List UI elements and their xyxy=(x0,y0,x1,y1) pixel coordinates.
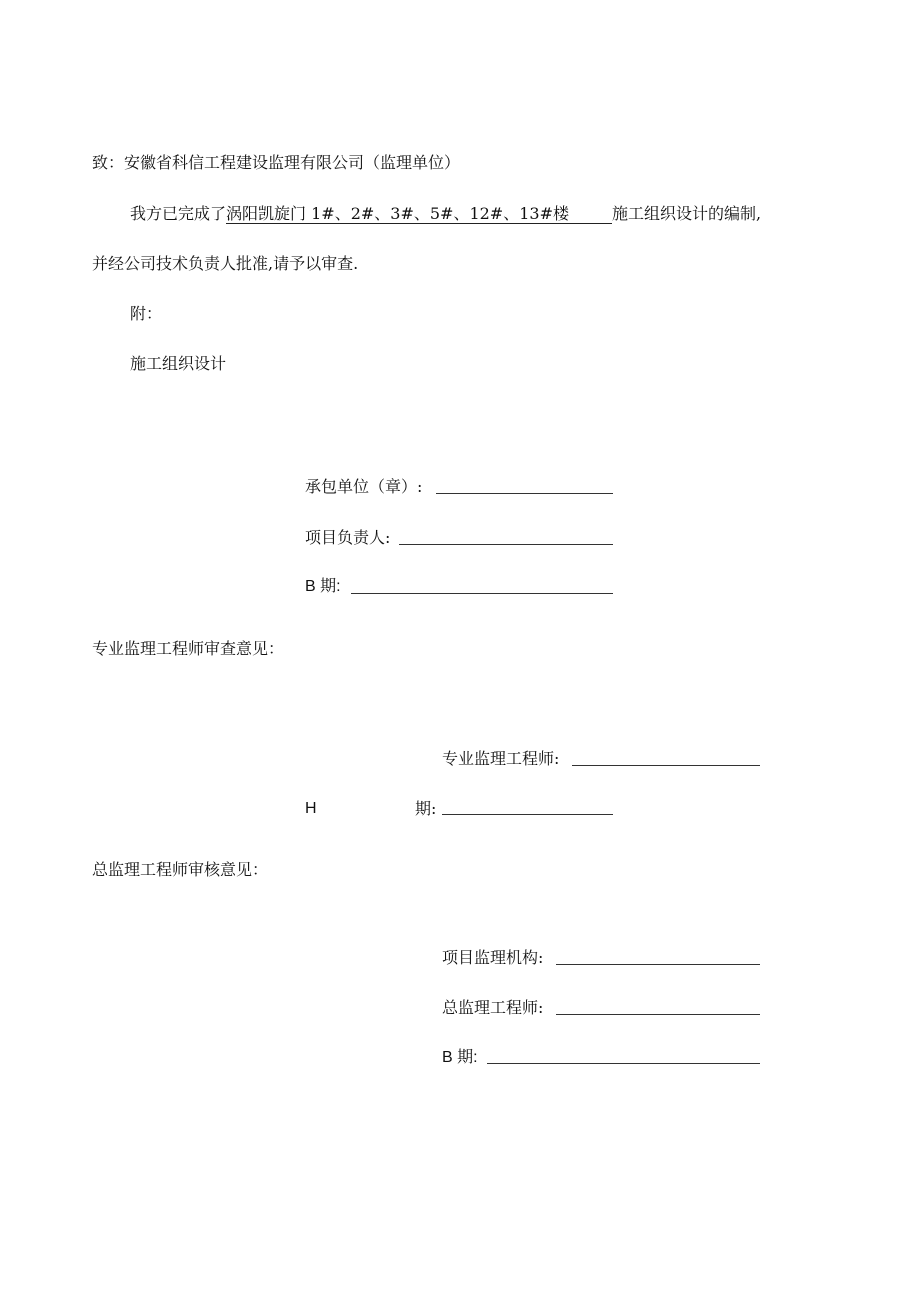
specialist-date-blank[interactable] xyxy=(442,814,613,815)
project-name: 涡阳凯旋门 1#、2#、3#、5#、12#、13#楼 xyxy=(226,204,569,223)
specialist-review-heading: 专业监理工程师审查意见： xyxy=(92,639,285,658)
project-manager-label: 项目负责人: xyxy=(305,528,391,547)
addressee-prefix: 致： xyxy=(92,153,125,172)
contractor-unit-label: 承包单位（章）: xyxy=(305,477,423,496)
project-manager-blank[interactable] xyxy=(399,544,613,545)
chief-date-label: B 期: xyxy=(442,1049,478,1066)
attachment-label: 附： xyxy=(130,304,163,323)
body-tail: 施工组织设计的编制, xyxy=(612,204,762,223)
body-line-2: 并经公司技术负责人批准,请予以审查. xyxy=(92,254,359,273)
supervision-org-label: 项目监理机构: xyxy=(442,948,544,967)
attachment-item: 施工组织设计 xyxy=(130,354,227,373)
specialist-engineer-blank[interactable] xyxy=(572,765,760,766)
chief-engineer-blank[interactable] xyxy=(556,1014,760,1015)
specialist-date-suffix: 期: xyxy=(415,799,437,818)
chief-engineer-label: 总监理工程师: xyxy=(442,998,544,1017)
addressee-name: 安徽省科信工程建设监理有限公司（监理单位） xyxy=(124,153,461,172)
addressee-line xyxy=(92,153,460,173)
chief-date-blank[interactable] xyxy=(487,1063,760,1064)
chief-review-heading: 总监理工程师审核意见： xyxy=(92,860,269,879)
supervision-org-blank[interactable] xyxy=(556,964,760,965)
contractor-date-label: B 期: xyxy=(305,578,341,595)
body-line-1 xyxy=(130,204,761,224)
contractor-date-blank[interactable] xyxy=(351,593,613,594)
contractor-unit-blank[interactable] xyxy=(436,493,613,494)
project-name-field xyxy=(226,205,612,224)
body-lead: 我方已完成了 xyxy=(130,204,227,223)
specialist-engineer-label: 专业监理工程师: xyxy=(442,749,560,768)
specialist-date-prefix: H xyxy=(305,800,317,817)
